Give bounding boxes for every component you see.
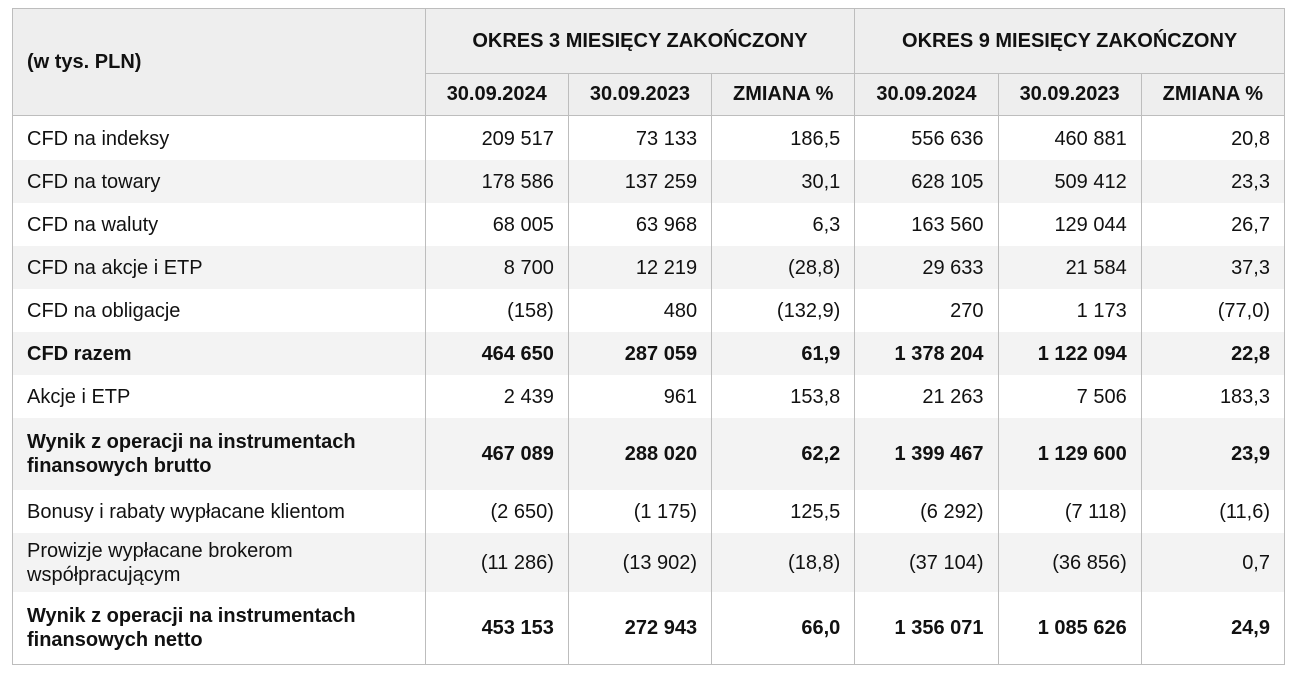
table-cell: (18,8) bbox=[712, 533, 855, 592]
unit-label: (w tys. PLN) bbox=[13, 9, 426, 116]
table-cell: 1 122 094 bbox=[998, 332, 1141, 375]
table-cell: 8 700 bbox=[425, 246, 568, 289]
table-cell: (77,0) bbox=[1141, 289, 1284, 332]
table-cell: (132,9) bbox=[712, 289, 855, 332]
table-cell: 7 506 bbox=[998, 375, 1141, 418]
table-cell: 129 044 bbox=[998, 203, 1141, 246]
table-cell: (11 286) bbox=[425, 533, 568, 592]
table-cell: 509 412 bbox=[998, 160, 1141, 203]
row-label: Wynik z operacji na instrumentach finansowych brutto bbox=[13, 418, 426, 490]
row-label: Wynik z operacji na instrumentach finansowych netto bbox=[13, 592, 426, 665]
table-cell: 26,7 bbox=[1141, 203, 1284, 246]
table-cell: 63 968 bbox=[568, 203, 711, 246]
row-label: Prowizje wypłacane brokerom współpracującym bbox=[13, 533, 426, 592]
table-cell: 961 bbox=[568, 375, 711, 418]
row-label: CFD na waluty bbox=[13, 203, 426, 246]
table-cell: 480 bbox=[568, 289, 711, 332]
table-cell: (158) bbox=[425, 289, 568, 332]
table-cell: (7 118) bbox=[998, 490, 1141, 533]
row-label: CFD na towary bbox=[13, 160, 426, 203]
table-row bbox=[13, 246, 1285, 289]
table-cell: 30,1 bbox=[712, 160, 855, 203]
table-cell: 137 259 bbox=[568, 160, 711, 203]
table-cell: 37,3 bbox=[1141, 246, 1284, 289]
row-label: Bonusy i rabaty wypłacane klientom bbox=[13, 490, 426, 533]
table-cell: 68 005 bbox=[425, 203, 568, 246]
table-cell: 2 439 bbox=[425, 375, 568, 418]
table-cell: 22,8 bbox=[1141, 332, 1284, 375]
table-cell: 61,9 bbox=[712, 332, 855, 375]
table-cell: 186,5 bbox=[712, 116, 855, 161]
column-header: 30.09.2023 bbox=[998, 74, 1141, 116]
table-row bbox=[13, 375, 1285, 418]
table-cell: 6,3 bbox=[712, 203, 855, 246]
row-label: CFD na akcje i ETP bbox=[13, 246, 426, 289]
table-cell: 21 584 bbox=[998, 246, 1141, 289]
table-row bbox=[13, 490, 1285, 533]
table-cell: 467 089 bbox=[425, 418, 568, 490]
table-cell: 1 378 204 bbox=[855, 332, 998, 375]
table-cell: 125,5 bbox=[712, 490, 855, 533]
table-row bbox=[13, 116, 1285, 161]
table-cell: 12 219 bbox=[568, 246, 711, 289]
table-cell: 178 586 bbox=[425, 160, 568, 203]
table-cell: 464 650 bbox=[425, 332, 568, 375]
table-cell: 209 517 bbox=[425, 116, 568, 161]
table-cell: (37 104) bbox=[855, 533, 998, 592]
table-cell: (11,6) bbox=[1141, 490, 1284, 533]
column-header: 30.09.2024 bbox=[425, 74, 568, 116]
table-cell: 29 633 bbox=[855, 246, 998, 289]
table-cell: 20,8 bbox=[1141, 116, 1284, 161]
table-row-subtotal bbox=[13, 332, 1285, 375]
table-cell: 0,7 bbox=[1141, 533, 1284, 592]
table-body bbox=[13, 116, 1285, 665]
table-cell: 183,3 bbox=[1141, 375, 1284, 418]
table-cell: (13 902) bbox=[568, 533, 711, 592]
table-cell: 453 153 bbox=[425, 592, 568, 665]
table-cell: (2 650) bbox=[425, 490, 568, 533]
table-cell: (6 292) bbox=[855, 490, 998, 533]
table-row-total bbox=[13, 592, 1285, 665]
table-cell: 66,0 bbox=[712, 592, 855, 665]
table-cell: 1 129 600 bbox=[998, 418, 1141, 490]
table-header bbox=[13, 9, 1285, 116]
table-cell: 23,3 bbox=[1141, 160, 1284, 203]
table-cell: 288 020 bbox=[568, 418, 711, 490]
column-header: ZMIANA % bbox=[712, 74, 855, 116]
table-cell: (1 175) bbox=[568, 490, 711, 533]
table-cell: 62,2 bbox=[712, 418, 855, 490]
row-label: CFD na indeksy bbox=[13, 116, 426, 161]
table-cell: 163 560 bbox=[855, 203, 998, 246]
table-cell: 73 133 bbox=[568, 116, 711, 161]
table-cell: (36 856) bbox=[998, 533, 1141, 592]
table-cell: 1 356 071 bbox=[855, 592, 998, 665]
period-9-months-header: OKRES 9 MIESIĘCY ZAKOŃCZONY bbox=[855, 9, 1285, 74]
column-header: ZMIANA % bbox=[1141, 74, 1284, 116]
table-cell: 1 399 467 bbox=[855, 418, 998, 490]
table-cell: 460 881 bbox=[998, 116, 1141, 161]
period-3-months-header: OKRES 3 MIESIĘCY ZAKOŃCZONY bbox=[425, 9, 855, 74]
table-cell: 287 059 bbox=[568, 332, 711, 375]
row-label: CFD razem bbox=[13, 332, 426, 375]
table-cell: 556 636 bbox=[855, 116, 998, 161]
table-cell: 628 105 bbox=[855, 160, 998, 203]
table-cell: 270 bbox=[855, 289, 998, 332]
table-row bbox=[13, 533, 1285, 592]
table-row bbox=[13, 203, 1285, 246]
table-row bbox=[13, 289, 1285, 332]
table-row bbox=[13, 160, 1285, 203]
table-cell: 21 263 bbox=[855, 375, 998, 418]
table-cell: 153,8 bbox=[712, 375, 855, 418]
row-label: CFD na obligacje bbox=[13, 289, 426, 332]
table-cell: 1 085 626 bbox=[998, 592, 1141, 665]
table-row-total bbox=[13, 418, 1285, 490]
financial-results-table bbox=[12, 8, 1285, 665]
table-cell: 1 173 bbox=[998, 289, 1141, 332]
table-cell: 24,9 bbox=[1141, 592, 1284, 665]
table-cell: 272 943 bbox=[568, 592, 711, 665]
column-header: 30.09.2023 bbox=[568, 74, 711, 116]
row-label: Akcje i ETP bbox=[13, 375, 426, 418]
table-cell: 23,9 bbox=[1141, 418, 1284, 490]
table-cell: (28,8) bbox=[712, 246, 855, 289]
column-header: 30.09.2024 bbox=[855, 74, 998, 116]
